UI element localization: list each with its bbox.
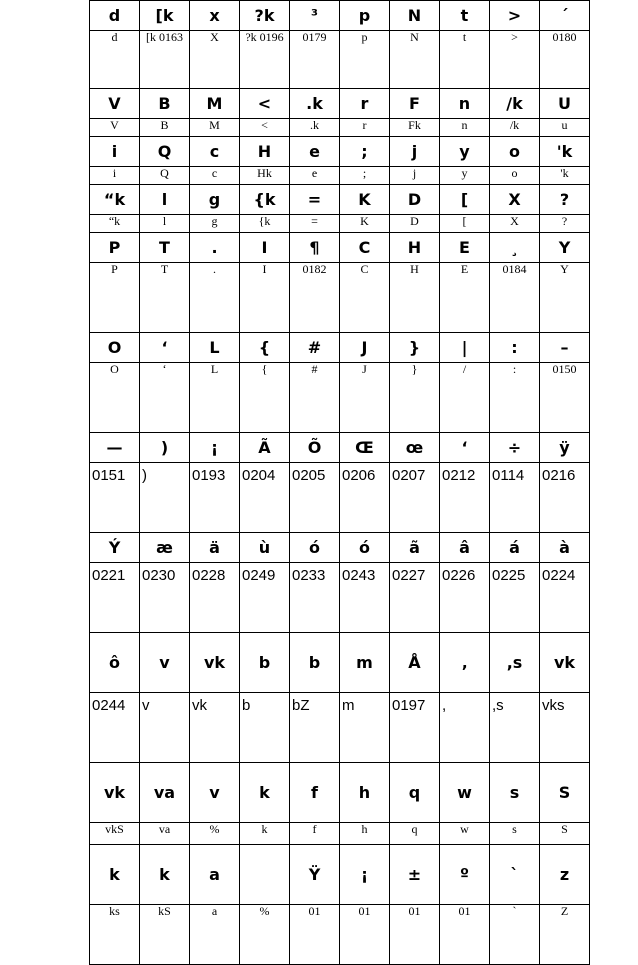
table-cell: 'k: [540, 167, 590, 185]
table-cell: 'k: [540, 137, 590, 167]
table-cell: [k: [140, 1, 190, 31]
table-cell: º: [440, 845, 490, 905]
table-cell: ù: [240, 533, 290, 563]
table-cell: 01: [290, 905, 340, 965]
table-cell: Fk: [390, 119, 440, 137]
table-cell: X: [490, 215, 540, 233]
table-cell: va: [140, 763, 190, 823]
table-row: [90, 89, 590, 119]
table-cell: K: [340, 185, 390, 215]
table-cell: u: [540, 119, 590, 137]
table-cell: f: [290, 763, 340, 823]
table-cell: I: [240, 263, 290, 333]
table-cell: ¡: [340, 845, 390, 905]
table-cell: ;: [340, 167, 390, 185]
table-cell: vk: [190, 633, 240, 693]
table-cell: s: [490, 763, 540, 823]
table-cell: K: [340, 215, 390, 233]
table-cell: H: [390, 263, 440, 333]
table-cell: 0225: [490, 563, 540, 633]
table-cell: x: [190, 1, 240, 31]
table-cell: ,s: [490, 633, 540, 693]
table-cell: Õ: [290, 433, 340, 463]
table-cell: 0207: [390, 463, 440, 533]
table-cell: O: [90, 363, 140, 433]
table-cell: m: [340, 693, 390, 763]
table-cell: ó: [340, 533, 390, 563]
table-cell: D: [390, 185, 440, 215]
table-cell: t: [440, 31, 490, 89]
table-cell: ÿ: [540, 433, 590, 463]
table-cell: h: [340, 823, 390, 845]
table-cell: l: [140, 185, 190, 215]
table-cell: Œ: [340, 433, 390, 463]
table-cell: E: [440, 233, 490, 263]
table-row: [90, 333, 590, 363]
table-cell: /k: [490, 89, 540, 119]
table-cell: C: [340, 233, 390, 263]
table-cell: %: [240, 905, 290, 965]
table-cell: ?: [540, 215, 590, 233]
table-cell: T: [140, 263, 190, 333]
table-cell: H: [390, 233, 440, 263]
table-cell: m: [340, 633, 390, 693]
table-cell: T: [140, 233, 190, 263]
table-cell: à: [540, 533, 590, 563]
table-cell: z: [540, 845, 590, 905]
table-cell: œ: [390, 433, 440, 463]
table-cell: p: [340, 1, 390, 31]
table-cell: .: [190, 263, 240, 333]
table-cell: F: [390, 89, 440, 119]
table-cell: kS: [140, 905, 190, 965]
table-row: [90, 633, 590, 693]
table-cell: M: [190, 119, 240, 137]
table-cell: p: [340, 31, 390, 89]
table-cell: ks: [90, 905, 140, 965]
table-cell: b: [240, 693, 290, 763]
table-cell: 01: [340, 905, 390, 965]
table-cell: ¡: [190, 433, 240, 463]
table-cell: <: [240, 89, 290, 119]
table-cell: ‘: [440, 433, 490, 463]
table-cell: ¸: [490, 233, 540, 263]
table-cell: N: [390, 31, 440, 89]
table-cell: Y: [540, 263, 590, 333]
table-cell: V: [90, 119, 140, 137]
table-cell: o: [490, 137, 540, 167]
table-cell: Y: [540, 233, 590, 263]
table-cell: U: [540, 89, 590, 119]
table-cell: Q: [140, 167, 190, 185]
table-cell: ä: [190, 533, 240, 563]
table-cell: 0224: [540, 563, 590, 633]
table-cell: :: [490, 333, 540, 363]
table-row: [90, 233, 590, 263]
table-cell: 0233: [290, 563, 340, 633]
table-cell: 0244: [90, 693, 140, 763]
table-cell: g: [190, 215, 240, 233]
table-cell: —: [90, 433, 140, 463]
table-cell: /: [440, 363, 490, 433]
table-row: [90, 693, 590, 763]
table-cell: H: [240, 137, 290, 167]
table-cell: 0197: [390, 693, 440, 763]
table-cell: l: [140, 215, 190, 233]
table-cell: O: [90, 333, 140, 363]
table-cell: %: [190, 823, 240, 845]
table-cell: `: [490, 845, 540, 905]
table-cell: Z: [540, 905, 590, 965]
table-cell: s: [490, 823, 540, 845]
table-cell: M: [190, 89, 240, 119]
table-cell: L: [190, 333, 240, 363]
table-cell: 0221: [90, 563, 140, 633]
table-cell: â: [440, 533, 490, 563]
table-cell: <: [240, 119, 290, 137]
table-row: [90, 31, 590, 89]
table-cell: }: [390, 363, 440, 433]
table-cell: [240, 845, 290, 905]
table-cell: a: [190, 845, 240, 905]
table-cell: 01: [390, 905, 440, 965]
table-row: [90, 119, 590, 137]
table-cell: X: [490, 185, 540, 215]
table-cell: 0230: [140, 563, 190, 633]
table-row: [90, 167, 590, 185]
table-cell: {: [240, 363, 290, 433]
table-cell: #: [290, 363, 340, 433]
table-cell: vk: [190, 693, 240, 763]
table-cell: J: [340, 333, 390, 363]
table-cell: N: [390, 1, 440, 31]
table-cell: 0226: [440, 563, 490, 633]
table-cell: 0184: [490, 263, 540, 333]
table-cell: r: [340, 89, 390, 119]
table-cell: E: [440, 263, 490, 333]
table-cell: n: [440, 119, 490, 137]
table-cell: v: [190, 763, 240, 823]
table-row: [90, 763, 590, 823]
table-cell: 0180: [540, 31, 590, 89]
table-cell: k: [140, 845, 190, 905]
table-cell: 0182: [290, 263, 340, 333]
table-cell: L: [190, 363, 240, 433]
table-cell: q: [390, 823, 440, 845]
table-cell: 0212: [440, 463, 490, 533]
table-cell: w: [440, 823, 490, 845]
table-row: [90, 845, 590, 905]
table-cell: r: [340, 119, 390, 137]
table-cell: a: [190, 905, 240, 965]
table-cell: }: [390, 333, 440, 363]
table-cell: 0151: [90, 463, 140, 533]
table-cell: 0193: [190, 463, 240, 533]
table-cell: k: [240, 763, 290, 823]
table-row: [90, 463, 590, 533]
table-cell: 0227: [390, 563, 440, 633]
table-cell: –: [540, 333, 590, 363]
table-cell: w: [440, 763, 490, 823]
table-cell: B: [140, 119, 190, 137]
table-cell: vk: [540, 633, 590, 693]
table-cell: [k 0163: [140, 31, 190, 89]
table-cell: ´: [540, 1, 590, 31]
table-cell: ‚: [440, 633, 490, 693]
table-cell: Hk: [240, 167, 290, 185]
table-cell: f: [290, 823, 340, 845]
table-cell: g: [190, 185, 240, 215]
table-cell: Å: [390, 633, 440, 693]
table-row: [90, 905, 590, 965]
table-cell: 0150: [540, 363, 590, 433]
table-cell: d: [90, 31, 140, 89]
table-row: [90, 1, 590, 31]
table-cell: .k: [290, 89, 340, 119]
table-cell: S: [540, 823, 590, 845]
table-cell: J: [340, 363, 390, 433]
table-cell: á: [490, 533, 540, 563]
table-row: [90, 185, 590, 215]
table-cell: i: [90, 167, 140, 185]
table-cell: S: [540, 763, 590, 823]
table-row: [90, 137, 590, 167]
table-cell: 0216: [540, 463, 590, 533]
table-cell: 0249: [240, 563, 290, 633]
table-cell: v: [140, 633, 190, 693]
table-cell: e: [290, 137, 340, 167]
table-cell: ±: [390, 845, 440, 905]
table-cell: ;: [340, 137, 390, 167]
table-cell: V: [90, 89, 140, 119]
table-cell: “k: [90, 215, 140, 233]
table-cell: ÷: [490, 433, 540, 463]
table-cell: /k: [490, 119, 540, 137]
table-cell: 0179: [290, 31, 340, 89]
table-cell: j: [390, 167, 440, 185]
table-cell: t: [440, 1, 490, 31]
table-cell: #: [290, 333, 340, 363]
table-cell: 0228: [190, 563, 240, 633]
table-cell: Ý: [90, 533, 140, 563]
table-row: [90, 533, 590, 563]
table-cell: {k: [240, 215, 290, 233]
table-cell: D: [390, 215, 440, 233]
table-cell: q: [390, 763, 440, 823]
table-cell: b: [290, 633, 340, 693]
table-row: [90, 433, 590, 463]
table-cell: |: [440, 333, 490, 363]
table-cell: c: [190, 137, 240, 167]
table-cell: =: [290, 185, 340, 215]
table-cell: `: [490, 905, 540, 965]
table-cell: {: [240, 333, 290, 363]
table-cell: d: [90, 1, 140, 31]
table-cell: h: [340, 763, 390, 823]
table-cell: ?k 0196: [240, 31, 290, 89]
table-cell: ): [140, 433, 190, 463]
table-cell: 01: [440, 905, 490, 965]
table-cell: vkS: [90, 823, 140, 845]
table-row: [90, 363, 590, 433]
table-cell: [: [440, 185, 490, 215]
table-cell: ,s: [490, 693, 540, 763]
table-cell: i: [90, 137, 140, 167]
table-cell: y: [440, 137, 490, 167]
table-cell: k: [240, 823, 290, 845]
table-cell: {k: [240, 185, 290, 215]
table-cell: C: [340, 263, 390, 333]
table-cell: ‘: [140, 363, 190, 433]
table-row: [90, 263, 590, 333]
table-cell: 0205: [290, 463, 340, 533]
table-cell: v: [140, 693, 190, 763]
table-cell: vk: [90, 763, 140, 823]
table-cell: ‘: [140, 333, 190, 363]
table-cell: y: [440, 167, 490, 185]
table-cell: I: [240, 233, 290, 263]
table-cell: b: [240, 633, 290, 693]
table-cell: P: [90, 233, 140, 263]
table-cell: va: [140, 823, 190, 845]
table-cell: j: [390, 137, 440, 167]
table-cell: ?k: [240, 1, 290, 31]
table-cell: [: [440, 215, 490, 233]
table-cell: ô: [90, 633, 140, 693]
table-cell: æ: [140, 533, 190, 563]
glyph-table: [89, 0, 590, 965]
table-cell: ): [140, 463, 190, 533]
table-cell: k: [90, 845, 140, 905]
table-cell: ?: [540, 185, 590, 215]
table-cell: .k: [290, 119, 340, 137]
table-cell: 0243: [340, 563, 390, 633]
table-cell: 0204: [240, 463, 290, 533]
table-cell: 0114: [490, 463, 540, 533]
table-cell: vks: [540, 693, 590, 763]
table-cell: ã: [390, 533, 440, 563]
table-cell: ³: [290, 1, 340, 31]
table-cell: o: [490, 167, 540, 185]
table-cell: ó: [290, 533, 340, 563]
table-cell: ,: [440, 693, 490, 763]
table-cell: “k: [90, 185, 140, 215]
table-cell: ¶: [290, 233, 340, 263]
table-cell: >: [490, 1, 540, 31]
table-cell: P: [90, 263, 140, 333]
table-cell: Ã: [240, 433, 290, 463]
table-cell: .: [190, 233, 240, 263]
table-cell: >: [490, 31, 540, 89]
table-cell: n: [440, 89, 490, 119]
table-row: [90, 215, 590, 233]
table-cell: bZ: [290, 693, 340, 763]
table-cell: =: [290, 215, 340, 233]
table-row: [90, 563, 590, 633]
table-cell: Q: [140, 137, 190, 167]
table-cell: :: [490, 363, 540, 433]
table-cell: c: [190, 167, 240, 185]
table-cell: 0206: [340, 463, 390, 533]
table-cell: X: [190, 31, 240, 89]
table-cell: Ÿ: [290, 845, 340, 905]
table-cell: e: [290, 167, 340, 185]
table-row: [90, 823, 590, 845]
table-cell: B: [140, 89, 190, 119]
